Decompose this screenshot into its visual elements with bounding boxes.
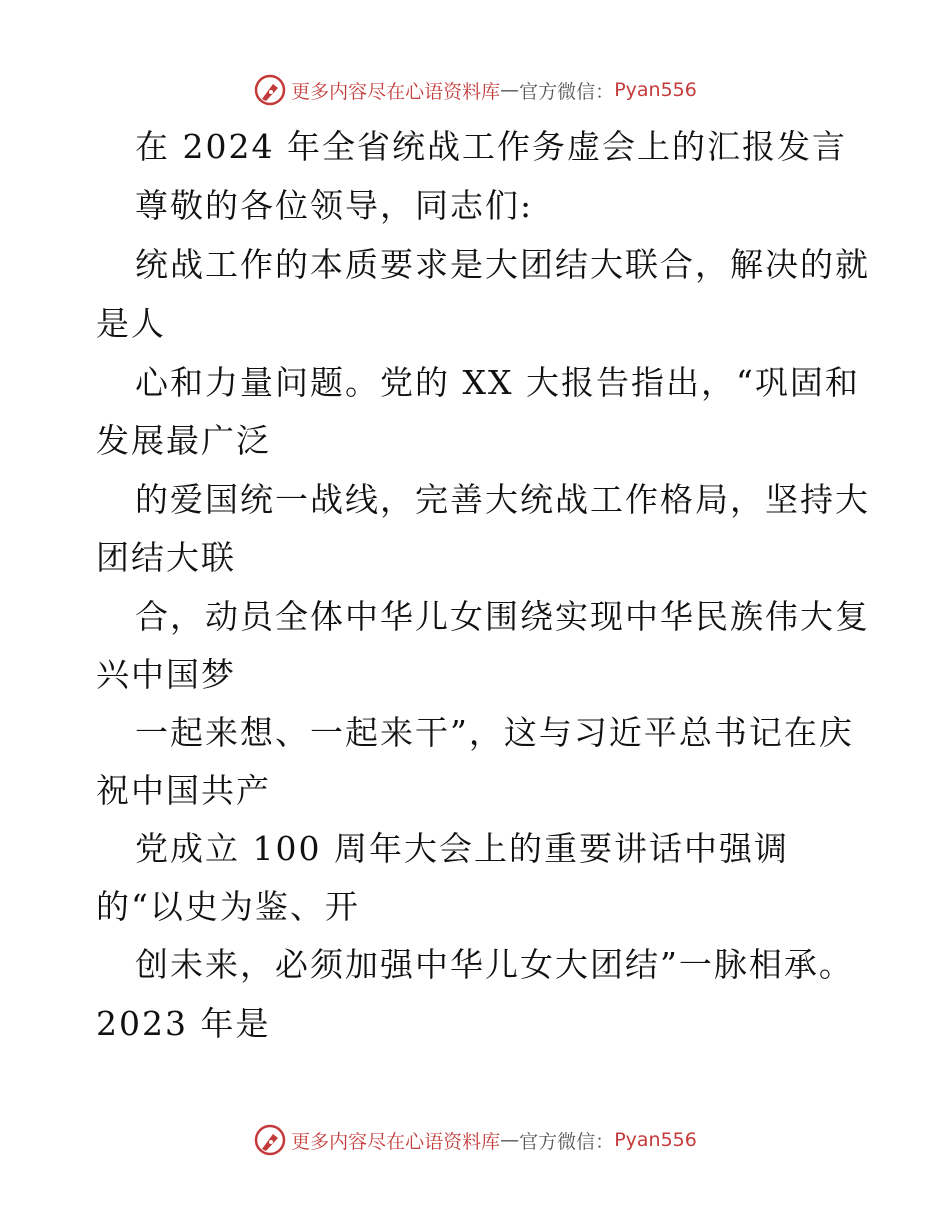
salutation: 尊敬的各位领导，同志们: bbox=[135, 186, 534, 225]
body-line: 兴中国梦 bbox=[96, 655, 236, 694]
watermark-dash: — bbox=[500, 79, 520, 101]
footer-watermark bbox=[0, 1122, 950, 1158]
body-line: 党成立 100 周年大会上的重要讲话中强调 bbox=[135, 829, 789, 868]
document-title: 在 2024 年全省统战工作务虚会上的汇报发言 bbox=[135, 127, 847, 166]
body-line: 创未来，必须加强中华儿女大团结”一脉相承。 bbox=[135, 945, 854, 984]
body-line: 发展最广泛 bbox=[96, 421, 271, 460]
watermark-wechat-id: Pyan556 bbox=[614, 79, 697, 101]
watermark-wechat-label: 官方微信： bbox=[519, 1130, 615, 1153]
watermark-main-text: 更多内容尽在心语资料库 bbox=[291, 1130, 501, 1153]
watermark-wechat-label: 官方微信： bbox=[519, 80, 615, 103]
body-line: 2023 年是 bbox=[96, 1004, 271, 1043]
watermark-main-text: 更多内容尽在心语资料库 bbox=[291, 80, 501, 103]
body-line: 祝中国共产 bbox=[96, 771, 271, 810]
body-line: 合，动员全体中华儿女围绕实现中华民族伟大复 bbox=[135, 597, 870, 636]
body-line: 统战工作的本质要求是大团结大联合，解决的就 bbox=[135, 245, 870, 284]
body-line: 心和力量问题。党的 XX 大报告指出，“巩固和 bbox=[135, 363, 860, 402]
body-line: 团结大联 bbox=[96, 538, 236, 577]
watermark-wechat-id: Pyan556 bbox=[614, 1129, 697, 1151]
watermark-dash: — bbox=[500, 1129, 520, 1151]
body-line: 是人 bbox=[96, 304, 166, 343]
body-line: 的爱国统一战线，完善大统战工作格局，坚持大 bbox=[135, 480, 870, 519]
body-line: 一起来想、一起来干”，这与习近平总书记在庆 bbox=[135, 713, 854, 752]
body-line: 的“以史为鉴、开 bbox=[96, 887, 360, 926]
pen-nib-logo-icon bbox=[253, 1123, 287, 1157]
